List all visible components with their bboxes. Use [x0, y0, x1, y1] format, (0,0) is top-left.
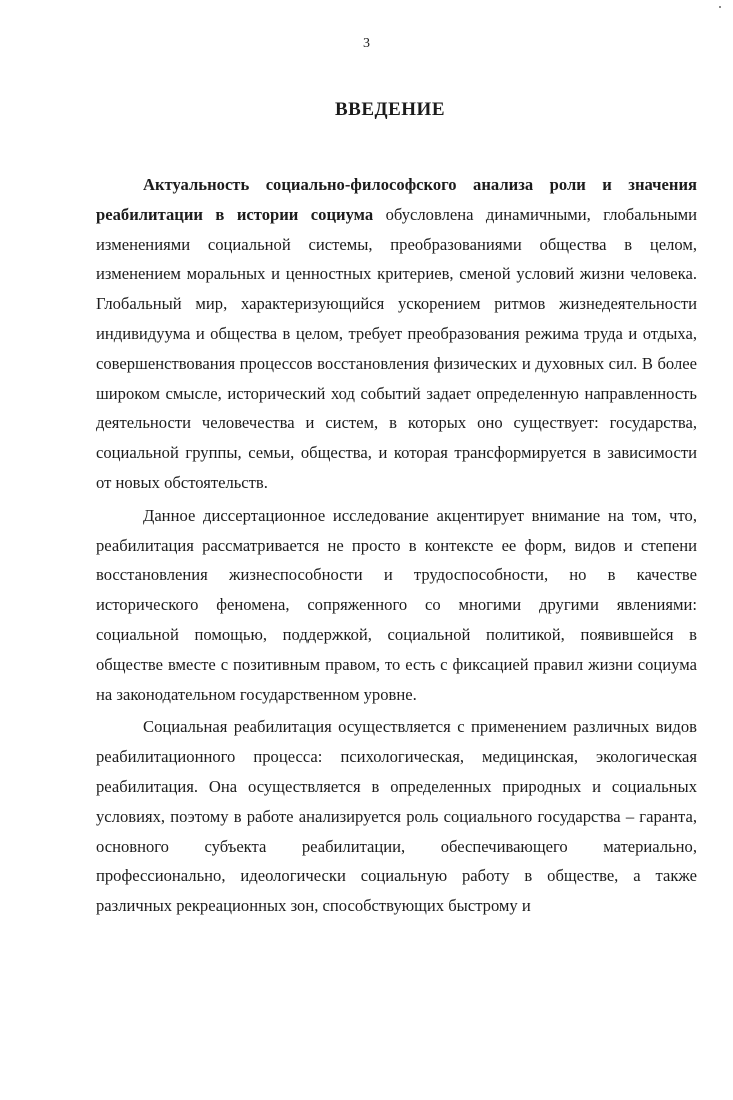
paragraph-1-lead: Актуальность социально-философского анализа роли и значения реабилитации в истории социума	[96, 175, 697, 224]
page-number: 3	[363, 36, 370, 51]
section-title: ВВЕДЕНИЕ	[335, 99, 445, 120]
body-text	[96, 170, 697, 924]
scan-speck	[719, 6, 721, 8]
paragraph-1-text: обусловлена динамичными, глобальными изменениями социальной системы, преобразованиями общества в целом, изменением моральных и ценностных критериев, сменой условий жизни человека. Глобальный мир, характеризующийся ускорением ритмов жизнедеятельности индивидуума и общества в целом, требует преобразования режима труда и отдыха, совершенствования процессов восстановления физических и духовных сил. В более широком смысле, исторический ход событий задает определенную направленность деятельности человечества и систем, в которых оно существует: государства, социальной группы, семьи, общества, и которая трансформируется в зависимости от новых обстоятельств.	[96, 204, 697, 492]
paragraph-2: Данное диссертационное исследование акцентирует внимание на том, что, реабилитация рассматривается не просто в контексте ее форм, видов и степени восстановления жизнеспособности и трудоспособности, но в качестве исторического феномена, сопряженного со многими другими явлениями: социальной помощью, поддержкой, социальной политикой, появившейся в обществе вместе с позитивным правом, то есть с фиксацией правил жизни социума на законодательном государственном уровне.	[96, 505, 697, 704]
paragraph-3: Социальная реабилитация осуществляется с применением различных видов реабилитационного процесса: психологическая, медицинская, экологическая реабилитация. Она осуществляется в определенных природных и социальных условиях, поэтому в работе анализируется роль социального государства – гаранта, основного субъекта реабилитации, обеспечивающего материально, профессионально, идеологически социальную работу в обществе, а также различных рекреационных зон, способствующих быстрому и	[96, 717, 697, 916]
paragraph-1	[96, 170, 697, 498]
